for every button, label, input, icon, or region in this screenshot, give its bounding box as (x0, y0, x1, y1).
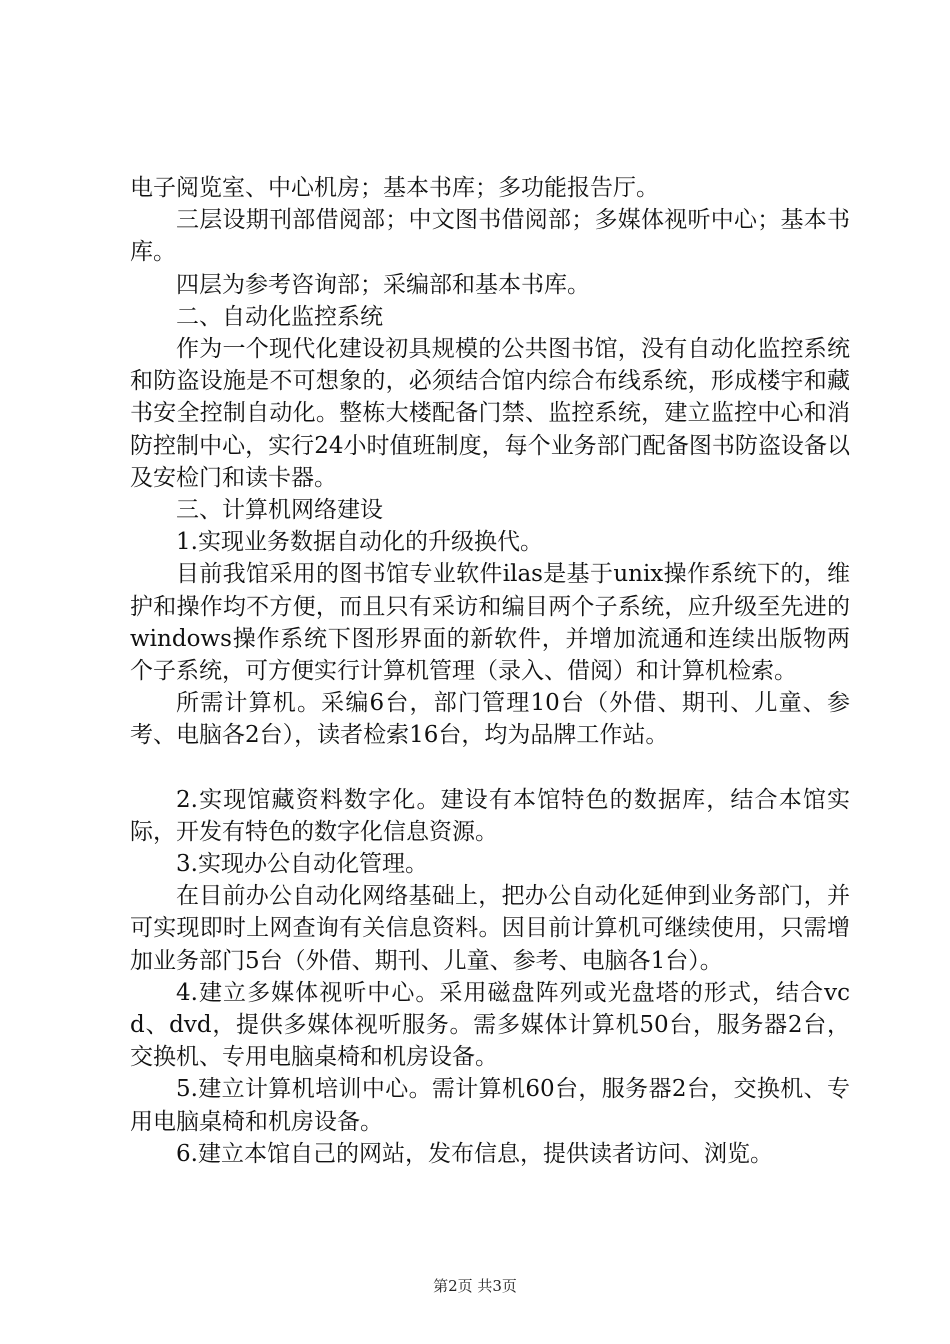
section-heading-network: 三、计算机网络建设 (176, 497, 383, 524)
paragraph-training-center: 5.建立计算机培训中心。需计算机60台，服务器2台，交换机、专用电脑桌椅和机房设备。 (130, 1076, 850, 1135)
paragraph-digitization: 2.实现馆藏资料数字化。建设有本馆特色的数据库，结合本馆实际，开发有特色的数字化信息资源。 (130, 786, 850, 845)
section-heading-monitoring: 二、自动化监控系统 (176, 303, 383, 330)
paragraph-multimedia-center: 4.建立多媒体视听中心。采用磁盘阵列或光盘塔的形式，结合vcd、dvd，提供多媒体视听服务。需多媒体计算机50台，服务器2台，交换机、专用电脑桌椅和机房设备。 (130, 979, 850, 1071)
item-heading-business-data: 1.实现业务数据自动化的升级换代。 (176, 529, 543, 556)
paragraph-floor-three: 三层设期刊部借阅部；中文图书借阅部；多媒体视听中心；基本书库。 (130, 207, 850, 266)
paragraph-floor-four: 四层为参考咨询部；采编部和基本书库。 (176, 271, 590, 298)
paragraph-software-upgrade: 目前我馆采用的图书馆专业软件ilas是基于unix操作系统下的，维护和操作均不方便，而且只有采访和编目两个子系统，应升级至先进的windows操作系统下图形界面的新软件，并增加流通和连续出版物两个子系统，可方便实行计算机管理（录入、借阅）和计算机检索。 (130, 561, 850, 685)
paragraph-floor-two-continued: 电子阅览室、中心机房；基本书库；多功能报告厅。 (130, 175, 659, 201)
paragraph-computer-needs: 所需计算机。采编6台，部门管理10台（外借、期刊、儿童、参考、电脑各2台），读者检索16台，均为品牌工作站。 (130, 690, 850, 749)
page-number-footer: 第2页 共3页 (433, 1277, 517, 1295)
document-body (130, 172, 850, 1170)
paragraph-office-automation: 在目前办公自动化网络基础上，把办公自动化延伸到业务部门，并可实现即时上网查询有关信息资料。因目前计算机可继续使用，只需增加业务部门5台（外借、期刊、儿童、参考、电脑各1台）。 (130, 883, 850, 974)
paragraph-spacer (130, 752, 850, 784)
item-heading-office-automation: 3.实现办公自动化管理。 (176, 851, 428, 878)
paragraph-monitoring: 作为一个现代化建设初具规模的公共图书馆，没有自动化监控系统和防盗设施是不可想象的，必须结合馆内综合布线系统，形成楼宇和藏书安全控制自动化。整栋大楼配备门禁、监控系统，建立监控中心和消防控制中心，实行24小时值班制度，每个业务部门配备图书防盗设备以及安检门和读卡器。 (130, 336, 850, 491)
paragraph-website: 6.建立本馆自己的网站，发布信息，提供读者访问、浏览。 (176, 1140, 773, 1167)
